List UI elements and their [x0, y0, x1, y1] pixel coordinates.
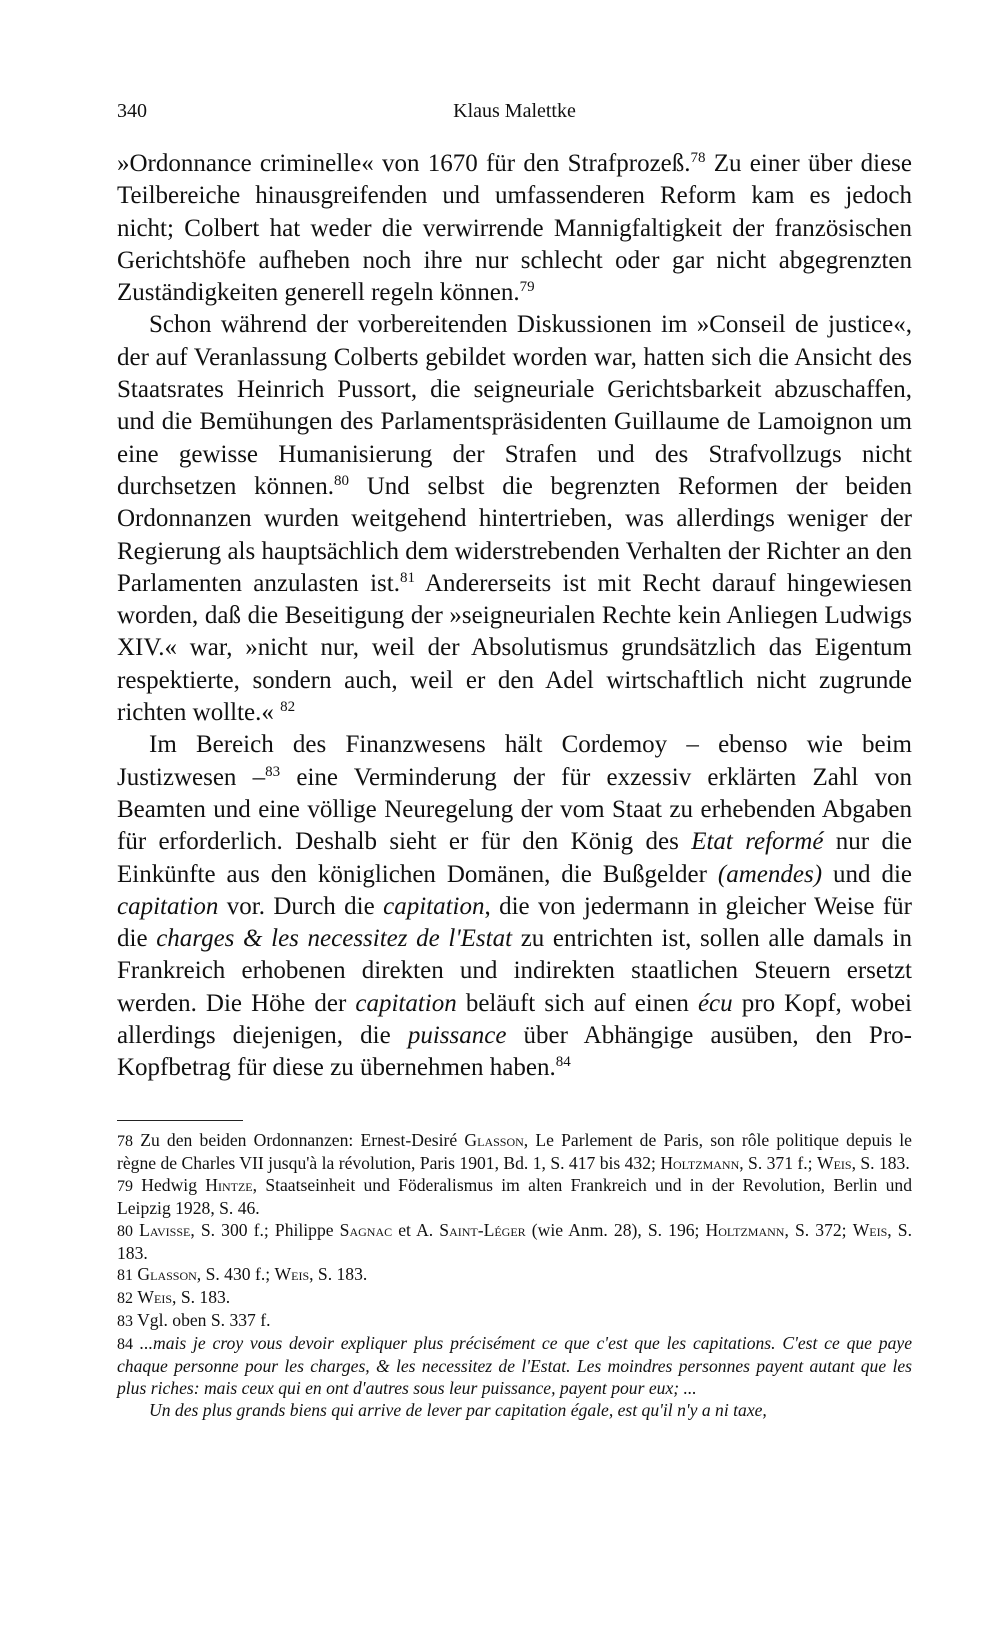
- footnote-79: [117, 1175, 912, 1220]
- author-name: Sagnac: [339, 1219, 393, 1240]
- footnote-ref-82: 82: [280, 699, 296, 716]
- footnote-number: 82: [117, 1290, 133, 1308]
- text: zu entrichten ist, sollen alle damals in Frankreich erhobenen direkten und indirekten staatlichen Steuern ersetzt werden. Die Höhe der: [117, 925, 912, 1017]
- paragraph-2: [117, 309, 912, 729]
- text: , die von jedermann in gleicher Weise für die: [117, 892, 912, 953]
- paragraph-1: [117, 148, 912, 309]
- text: Im Bereich des Finanzwesens hält Cordemoy – ebenso wie beim Justizwesen –: [117, 731, 912, 791]
- footnote-78: [117, 1130, 912, 1175]
- text: pro Kopf, wobei allerdings diejenigen, die: [117, 989, 912, 1050]
- text: über Abhängige ausüben, den Pro-Kopfbetrag für diese zu übernehmen haben.: [117, 1022, 912, 1082]
- text: Zu einer über diese Teilbereiche hinausgreifenden und umfassenderen Reform kam es jedoch nicht; Colbert hat weder die verwirrende Mannigfaltigkeit der französischen Gerichtshöfe aufheben noch ihre nur schlecht oder gar nicht abgegrenzten Zuständigkeiten generell regeln können.: [117, 150, 912, 307]
- text: , S. 183.: [117, 1219, 912, 1263]
- text: Hedwig: [133, 1174, 206, 1195]
- text: Zu den beiden Ordonnanzen: Ernest-Desiré: [133, 1130, 465, 1150]
- author-name: Holtzmann: [705, 1219, 785, 1240]
- text: nur die Einkünfte aus den königlichen Domänen, die Bußgelder: [117, 828, 913, 888]
- footnotes: [117, 1130, 912, 1422]
- text: , S. 372;: [784, 1219, 853, 1240]
- text: vor. Durch die: [218, 892, 384, 920]
- footnote-80: [117, 1220, 912, 1265]
- italic-term: capitation: [355, 989, 457, 1017]
- text: , Staatseinheit und Föderalismus im alten Frankreich und in der Revolution, Berlin und Leipzig 1928, S. 46.: [117, 1174, 913, 1218]
- text: et A.: [392, 1219, 440, 1240]
- text: , S. 430 f.;: [196, 1264, 275, 1285]
- footnote-ref-84: 84: [555, 1054, 571, 1071]
- text: eine Verminderung der für exzessiv erklärten Zahl von Beamten und eine völlige Neuregelung der vom Staat zu erhebenden Abgaben für erforderlich. Deshalb sieht er für den König des: [117, 763, 912, 856]
- paragraph-3: [117, 729, 912, 1084]
- footnote-ref-81: 81: [399, 569, 415, 586]
- italic-term: Etat reformé: [691, 828, 824, 856]
- italic-term: (amendes): [717, 860, 823, 888]
- author-name: Hintze: [205, 1174, 253, 1195]
- text: , S. 300 f.; Philippe: [190, 1219, 340, 1240]
- running-title: Klaus Malettke: [453, 100, 576, 122]
- text: , S. 371 f.;: [739, 1152, 817, 1173]
- footnote-82: [117, 1287, 912, 1310]
- author-name: Weis: [852, 1219, 888, 1240]
- italic-term: charges & les necessitez de l'Estat: [156, 925, 513, 953]
- footnote-ref-79: 79: [519, 279, 535, 296]
- text: , Le Parlement de Paris, son rôle politique depuis le règne de Charles VII jusqu'à la révolution, Paris 1901, Bd. 1, S. 417 bis 432;: [117, 1130, 912, 1173]
- author-name: Lavisse: [139, 1219, 191, 1240]
- text: »Ordonnance criminelle« von 1670 für den Strafprozeß.: [117, 150, 691, 177]
- author-name: Weis: [816, 1152, 852, 1173]
- italic-term: capitation: [383, 892, 485, 920]
- text: , S. 183.: [851, 1152, 910, 1173]
- text: , S. 183.: [309, 1264, 368, 1285]
- author-name: Holtzmann: [660, 1152, 740, 1173]
- author-name: Weis: [137, 1287, 173, 1308]
- footnote-ref-80: 80: [334, 472, 349, 489]
- footnote-number: 84: [117, 1336, 133, 1354]
- footnote-84-continuation: [117, 1400, 912, 1422]
- text: Vgl. oben S. 337 f.: [133, 1310, 271, 1331]
- author-name: Saint-Léger: [439, 1219, 526, 1240]
- italic-term: capitation: [117, 892, 219, 920]
- footnote-number: 78: [117, 1133, 133, 1150]
- author-name: Glasson: [137, 1264, 197, 1285]
- footnote-number: 81: [117, 1267, 133, 1285]
- footnote-ref-83: 83: [265, 763, 281, 780]
- footnote-number: 79: [117, 1177, 133, 1195]
- footnote-ref-78: 78: [690, 150, 706, 166]
- text: Und selbst die begrenzten Reformen der beiden Ordonnanzen wurden weitgehend hintertrieben, was allerdings weniger der Regierung als hauptsächlich dem widerstrebenden Verhalten der Richter an den Parlamenten anzulasten ist.: [117, 472, 912, 597]
- text: Andererseits ist mit Recht darauf hingewiesen worden, daß die Beseitigung der »seigneurialen Rechte kein Anliegen Ludwigs XIV.« war, »nicht nur, weil der Absolutismus grundsätzlich das Eigentum respektierte, sondern auch, weil er den Adel wirtschaftlich nicht zugrunde richten wollte.«: [117, 569, 912, 727]
- text: beläuft sich auf einen: [456, 989, 698, 1017]
- footnote-81: [117, 1264, 912, 1287]
- quotation: ...mais je croy vous devoir expliquer plus précisément ce que c'est que les capitations. C'est ce que paye chaque personne pour les charges, & les necessitez de l'Estat. Les moindres personnes payent autant que les plus riches: mais ceux qui en ont d'autres sous leur puissance, payent pour eux; ...: [117, 1333, 912, 1398]
- author-name: Glasson: [464, 1130, 524, 1150]
- text: und die: [822, 860, 912, 888]
- footnote-number: 83: [117, 1313, 133, 1331]
- main-text: [117, 148, 912, 1085]
- page-header: [117, 100, 912, 130]
- footnote-divider: [117, 1120, 243, 1121]
- text: Schon während der vorbereitenden Diskussionen im »Conseil de justice«, der auf Veranlassung Colberts gebildet worden war, hatten sich die Ansicht des Staatsrates Heinrich Pussort, die seigneuriale Gerichtsbarkeit abzuschaffen, und die Bemühungen des Parlamentspräsidenten Guillaume de Lamoignon um eine gewisse Humanisierung der Strafen und des Strafvollzugs nicht durchsetzen können.: [117, 311, 912, 500]
- author-name: Weis: [274, 1264, 310, 1285]
- text: , S. 183.: [172, 1287, 231, 1308]
- text: (wie Anm. 28), S. 196;: [525, 1219, 706, 1240]
- footnote-84: [117, 1333, 912, 1400]
- footnote-number: 80: [117, 1222, 133, 1240]
- italic-term: puissance: [407, 1022, 507, 1050]
- footnote-83: [117, 1310, 912, 1333]
- italic-term: écu: [697, 989, 733, 1017]
- quotation: Un des plus grands biens qui arrive de lever par capitation égale, est qu'il n'y a ni taxe,: [149, 1399, 767, 1420]
- page-number: 340: [117, 100, 147, 122]
